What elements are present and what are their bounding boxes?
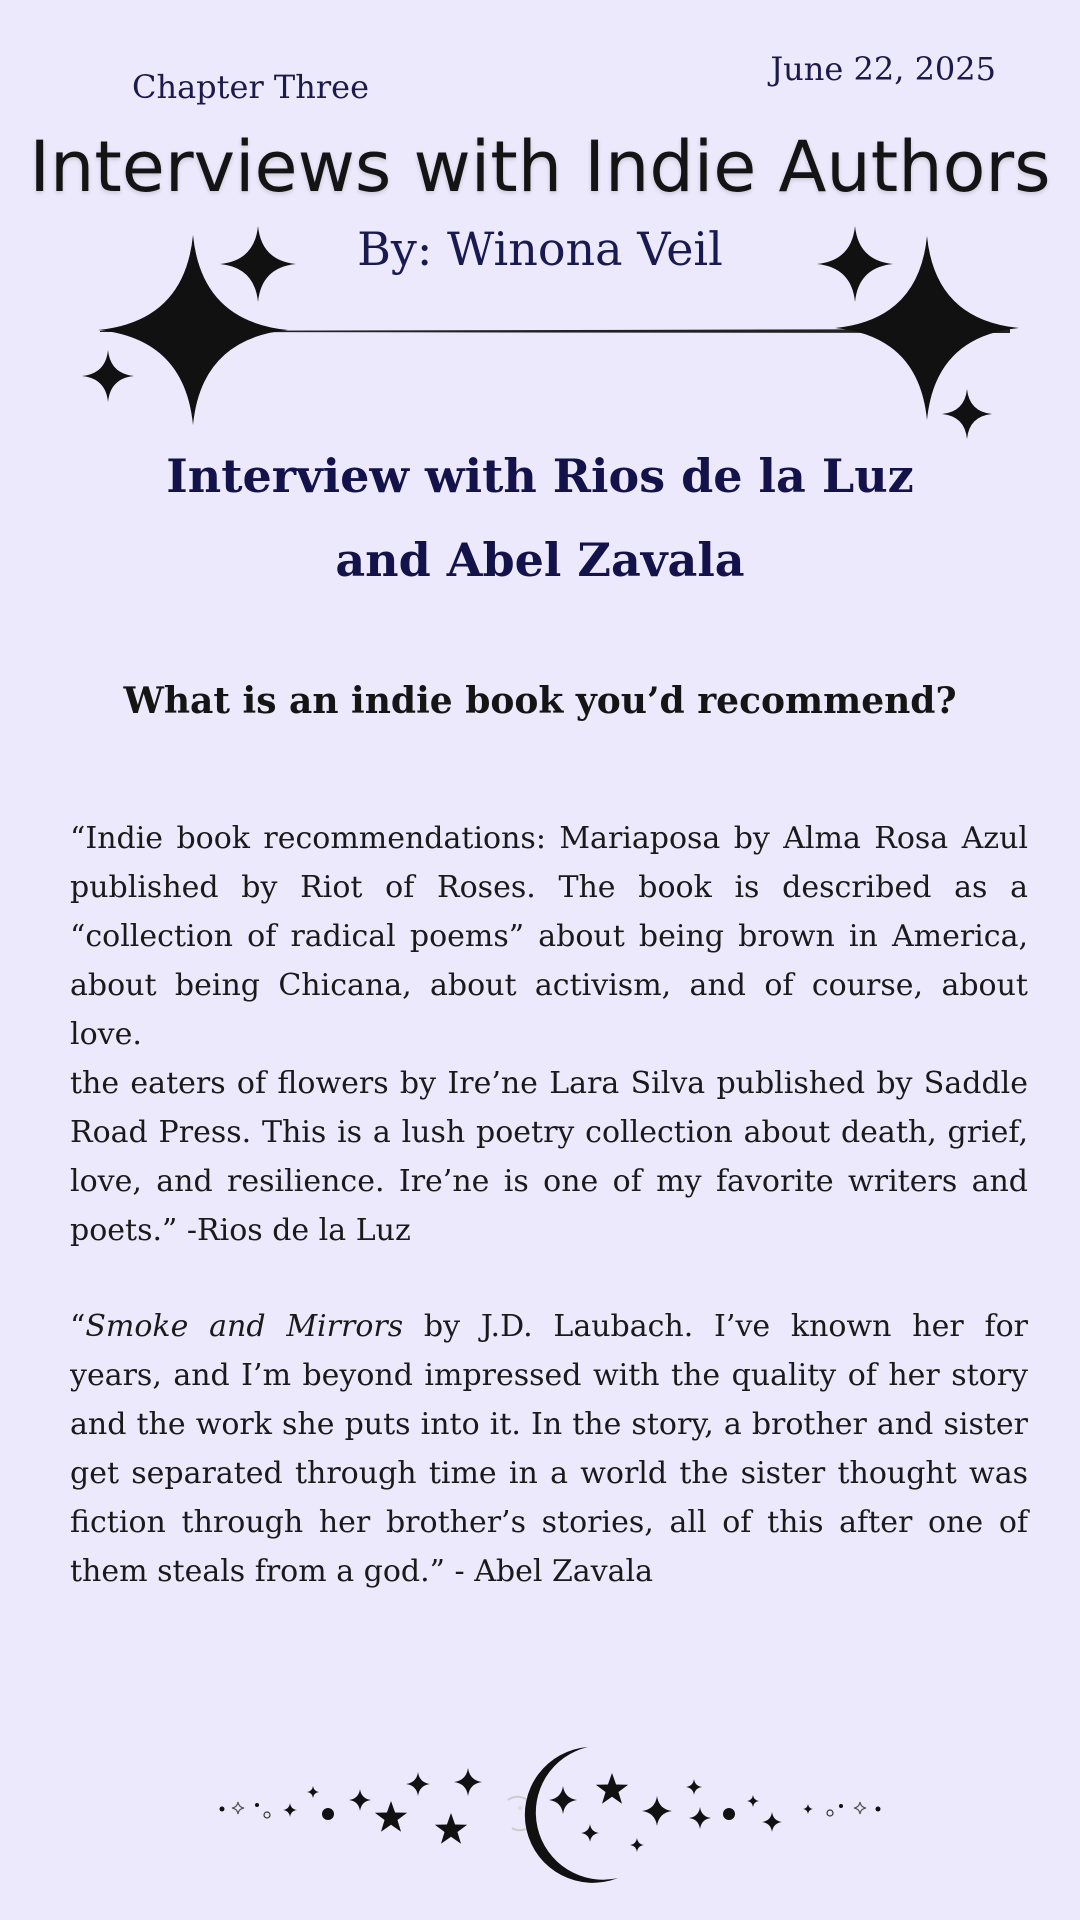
answer-paragraph: [70, 1302, 1028, 1596]
moon-face-icon: [508, 1747, 618, 1883]
interview-question: What is an indie book you’d recommend?: [123, 680, 957, 722]
answer-paragraph: “Indie book recommendations: Mariaposa by Alma Rosa Azul published by Riot of Roses. The book is described as a “collection of radical poems” about being brown in America, about being Chicana, about activism, and of course, about love.: [70, 821, 1028, 1052]
page-title: Interviews with Indie Authors: [29, 126, 1051, 208]
answer-rios-de-la-luz: [70, 814, 1028, 1255]
author-byline: By: Winona Veil: [357, 222, 723, 276]
interview-heading-line1: Interview with Rios de la Luz: [166, 449, 914, 503]
answer-paragraph: the eaters of flowers by Ire’ne Lara Silva published by Saddle Road Press. This is a lush poetry collection about death, grief, love, and resilience. Ire’ne is one of my favorite writers and poets.” -Rios de la Luz: [70, 1066, 1028, 1248]
answer-text: by J.D. Laubach. I’ve known her for years, and I’m beyond impressed with the quality of her story and the work she puts into it. In the story, a brother and sister get separated through time in a world the sister thought was fiction through her brother’s stories, all of this after one of them steals from a god.” - Abel Zavala: [70, 1309, 1028, 1589]
sparkle-star-icon: [942, 389, 992, 439]
interview-heading-line2: and Abel Zavala: [335, 533, 745, 587]
book-title: Smoke and Mirrors: [85, 1309, 404, 1344]
chapter-label: Chapter Three: [132, 68, 370, 106]
sparkle-star-icon: [82, 350, 134, 402]
date-label: June 22, 2025: [770, 50, 996, 88]
interview-heading: [0, 434, 1080, 602]
moon-stars-ornament: [0, 1730, 1080, 1890]
answer-abel-zavala: [70, 1302, 1028, 1596]
open-quote: “: [70, 1309, 86, 1344]
